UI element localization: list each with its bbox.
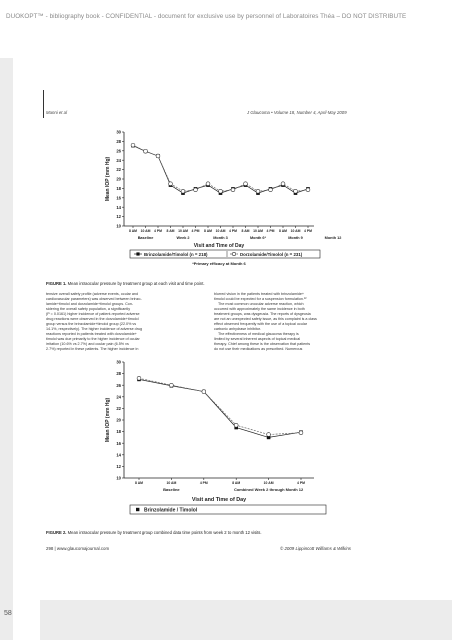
data-point-circle xyxy=(131,143,135,147)
y-tick-label: 26 xyxy=(116,382,121,388)
text-line: therapy. Chief among these is the observation that patients xyxy=(214,342,311,346)
text-line: blurred vision in the patients treated with brinzolamide+ xyxy=(214,292,305,296)
group-label: Combined Week 2 through Month 12 xyxy=(233,487,304,492)
text-line: timolol was due primarily to the higher incidence of ocular xyxy=(46,337,140,341)
bottom-band xyxy=(40,600,452,640)
group-label: Baseline xyxy=(163,487,180,492)
y-tick-label: 22 xyxy=(116,406,121,411)
y-axis-label: Mean IOP (mm Hg) xyxy=(105,156,111,202)
x-tick-label: 8 AM xyxy=(279,229,287,233)
x-tick-label: 10 AM xyxy=(253,229,263,233)
text-line: 2.7%) reported in these patients. The higher incidence in xyxy=(46,347,139,351)
x-tick-label: 8 AM xyxy=(204,229,212,233)
legend-entry: Dorzolamide/Timolol (n = 231) xyxy=(240,251,303,257)
y-tick-label: 22 xyxy=(116,167,121,173)
scan-edge-line xyxy=(43,90,44,118)
text-line: timolol could be expected for a suspension formulation.²² xyxy=(214,297,307,301)
y-tick-label: 20 xyxy=(116,176,121,182)
left-text-column xyxy=(46,292,206,352)
journal-footer-left: 298 | www.glaucomajournal.com xyxy=(46,546,110,551)
text-line: (P = 0.0161) higher incidence of patient-reported adverse xyxy=(46,312,140,316)
visit-label: Month 3 xyxy=(213,236,228,240)
x-tick-label: 4 PM xyxy=(229,229,237,233)
y-tick-label: 18 xyxy=(116,429,121,435)
y-tick-label: 16 xyxy=(116,440,121,446)
text-line: lamide+timolol and dorzolamide+timolol groups. Con- xyxy=(46,302,134,306)
x-tick-label: 10 AM xyxy=(263,481,274,485)
y-tick-label: 30 xyxy=(116,129,121,135)
confidential-header: DUOKOPT™ - bibliography book - CONFIDENTIAL - document for exclusive use by personnel of Laboratoires Théa – DO NOT DISTRIBUTE xyxy=(6,13,407,20)
data-point-circle xyxy=(281,182,285,186)
running-head-left: Manni et al xyxy=(46,110,68,115)
visit-label: Month 6* xyxy=(249,236,267,240)
y-tick-label: 10 xyxy=(116,475,121,481)
text-line: cardiovascular parameters) was observed between brinzo- xyxy=(46,297,142,301)
y-tick-label: 14 xyxy=(116,204,121,210)
data-point-circle xyxy=(256,189,260,193)
x-tick-label: 8 AM xyxy=(135,481,143,485)
data-point-circle xyxy=(267,433,271,437)
data-point-circle xyxy=(144,149,148,153)
figure-1-chart xyxy=(44,126,360,274)
visit-label: Month 12 xyxy=(324,236,342,240)
data-point-circle xyxy=(194,188,198,192)
right-text-column xyxy=(214,292,374,352)
visit-label: Baseline xyxy=(137,236,154,240)
y-tick-label: 14 xyxy=(116,452,121,458)
text-line: The effectiveness of medical glaucoma therapy is xyxy=(214,332,299,336)
y-tick-label: 28 xyxy=(116,139,121,144)
page-number: 58 xyxy=(4,610,12,617)
data-point-circle xyxy=(181,189,185,193)
x-axis-label: Visit and Time of Day xyxy=(191,497,247,503)
figure-1-caption xyxy=(46,281,205,286)
x-tick-label: 10 AM xyxy=(140,229,151,233)
y-axis-label: Mean IOP (mm Hg) xyxy=(105,397,111,443)
data-point-circle xyxy=(244,182,248,186)
text-line: tensive overall safety profile (adverse events, ocular and xyxy=(46,292,139,296)
data-point-circle xyxy=(156,154,160,158)
figure-2-caption-text: Mean intraocular pressure by treatment group combined data time points from week 2 to month 12 visits. xyxy=(67,530,262,535)
text-line: limited by several inherent aspects of topical medical xyxy=(214,337,301,341)
data-point-circle xyxy=(202,390,206,394)
legend-entry: Brinzolamide/Timolol (n = 218) xyxy=(144,251,208,257)
figure-2-label: FIGURE 2. xyxy=(46,530,67,535)
x-tick-label: 10 AM xyxy=(215,229,226,233)
legend-square-marker xyxy=(136,252,139,255)
x-tick-label: 4 PM xyxy=(191,229,200,233)
data-point-circle xyxy=(219,189,223,193)
x-tick-label: 8 AM xyxy=(241,229,250,233)
text-line: reactions reported in patients treated with dorzolamide+ xyxy=(46,332,137,336)
legend-entry: Brinzolamide / Timolol xyxy=(144,507,198,514)
text-line: The most common unocular adverse reaction, which xyxy=(214,302,304,306)
figure-1-caption-text: Mean intraocular pressure by treatment group at each visit and time point. xyxy=(67,281,205,286)
data-point-circle xyxy=(206,182,210,186)
text-line: carbonic anhydrase inhibitor. xyxy=(214,327,261,331)
legend-circle-marker xyxy=(232,252,235,255)
text-line: treatment groups, was dysgeusia. The reports of dysgeusia xyxy=(214,312,311,316)
y-tick-label: 24 xyxy=(116,394,121,400)
data-point-circle xyxy=(137,376,141,380)
data-point-circle xyxy=(170,383,174,387)
footnote: *Primary efficacy at Month 6 xyxy=(192,261,246,266)
x-tick-label: 8 AM xyxy=(166,229,175,233)
x-tick-label: 4 PM xyxy=(304,229,312,233)
y-tick-label: 12 xyxy=(116,464,121,469)
y-tick-label: 10 xyxy=(116,223,121,229)
x-tick-label: 4 PM xyxy=(297,481,305,485)
legend-square-marker xyxy=(136,508,139,511)
data-point-circle xyxy=(231,188,235,192)
x-tick-label: 4 PM xyxy=(266,229,275,233)
x-tick-label: 4 PM xyxy=(154,229,162,233)
left-margin-bar xyxy=(0,58,13,640)
y-tick-label: 28 xyxy=(116,371,121,377)
x-tick-label: 8 AM xyxy=(232,481,241,485)
visit-label: Month 9 xyxy=(288,236,303,240)
running-head-right: J Glaucoma • Volume 18, Number 4, April-May 2009 xyxy=(247,110,347,115)
journal-footer-right: © 2009 Lippincott Williams & Wilkins xyxy=(280,546,351,551)
text-line: effect observed frequently with the use of a topical ocular xyxy=(214,322,307,326)
x-axis-label: Visit and Time of Day xyxy=(193,243,245,249)
x-tick-label: 4 PM xyxy=(199,481,208,485)
text-line: are not an unexpected safety issue, as this complaint is a class xyxy=(214,317,317,321)
series-line xyxy=(139,378,301,434)
y-tick-label: 24 xyxy=(116,157,121,163)
y-tick-label: 18 xyxy=(116,186,121,191)
figure-1-label: FIGURE 1. xyxy=(46,281,67,286)
x-tick-label: 10 AM xyxy=(166,481,177,485)
data-point-circle xyxy=(306,188,310,192)
data-point-circle xyxy=(294,189,298,193)
y-tick-label: 20 xyxy=(116,417,121,423)
data-point-circle xyxy=(169,182,173,186)
x-tick-label: 10 AM xyxy=(178,229,188,233)
x-tick-label: 8 AM xyxy=(129,229,137,233)
y-tick-label: 30 xyxy=(116,359,121,365)
y-tick-label: 26 xyxy=(116,148,121,154)
data-point-circle xyxy=(234,423,238,427)
data-point-circle xyxy=(269,188,273,192)
y-tick-label: 16 xyxy=(116,195,121,201)
y-tick-label: 12 xyxy=(116,214,121,220)
text-line: do not use their medications as prescribed. Numerous xyxy=(214,347,303,351)
data-point-circle xyxy=(299,431,303,435)
text-line: sidering the overall safety population, a significantly xyxy=(46,307,131,311)
series-line xyxy=(139,379,301,437)
figure-2-chart xyxy=(44,358,360,522)
x-tick-label: 10 AM xyxy=(290,229,301,233)
text-line: irritation (10.6% vs 2.7%) and ocular pain (6.5% vs xyxy=(46,342,129,346)
text-line: 14.1%, respectively). The higher incidence of adverse drug xyxy=(46,327,143,331)
text-line: occurred with approximately the same incidence in both xyxy=(214,307,305,311)
figure-2-caption xyxy=(46,530,262,535)
text-line: drug reactions were observed in the dorzolamide+timolol xyxy=(46,317,139,321)
visit-label: Week 2 xyxy=(176,236,190,240)
text-line: group versus the brinzolamide+timolol group (22.0% vs xyxy=(46,322,137,326)
